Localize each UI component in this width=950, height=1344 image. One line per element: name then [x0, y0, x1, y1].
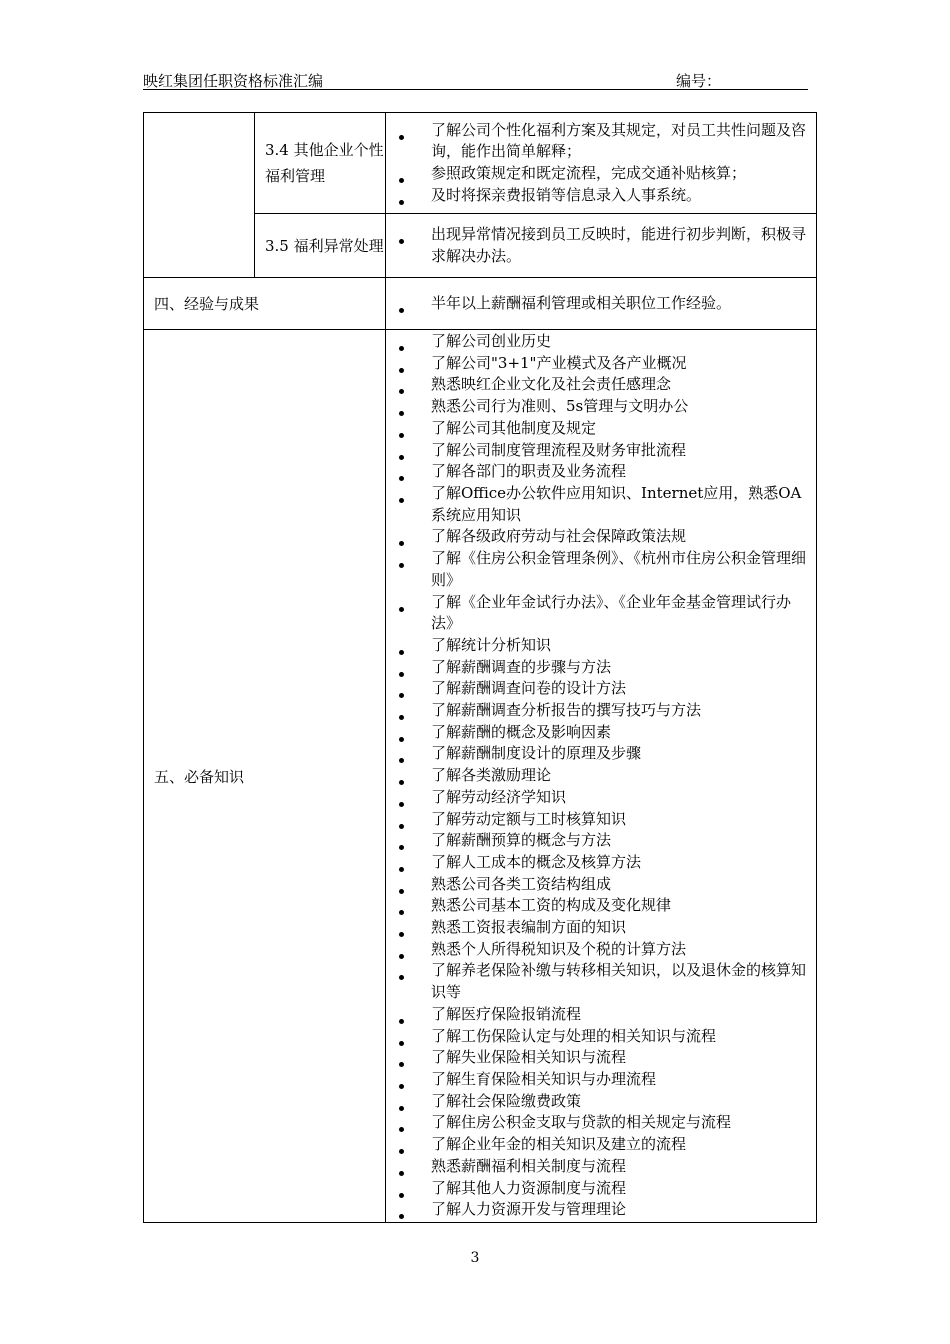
list-item: 了解劳动经济学知识 — [386, 787, 816, 809]
category-cell-empty — [144, 113, 255, 278]
list-item: 了解医疗保险报销流程 — [386, 1004, 816, 1026]
list-item: 了解公司"3+1"产业模式及各产业概况 — [386, 353, 816, 375]
list-item: 了解各部门的职责及业务流程 — [386, 461, 816, 483]
list-item: 了解社会保险缴费政策 — [386, 1091, 816, 1113]
list-item: 及时将探亲费报销等信息录入人事系统。 — [386, 185, 816, 207]
list-item: 了解薪酬调查的步骤与方法 — [386, 657, 816, 679]
list-item: 了解人力资源开发与管理理论 — [386, 1199, 816, 1221]
table-row — [144, 330, 817, 1223]
list-item: 参照政策规定和既定流程，完成交通补贴核算； — [386, 163, 816, 185]
list-item: 了解《住房公积金管理条例》、《杭州市住房公积金管理细则》 — [386, 548, 816, 591]
list-item: 熟悉映红企业文化及社会责任感理念 — [386, 374, 816, 396]
page-number: 3 — [470, 1250, 480, 1266]
experience-label: 四、经验与成果 — [144, 278, 386, 330]
header-divider — [143, 89, 808, 90]
list-item: 熟悉工资报表编制方面的知识 — [386, 917, 816, 939]
requirement-cell — [386, 113, 817, 214]
list-item: 了解薪酬的概念及影响因素 — [386, 722, 816, 744]
list-item: 了解住房公积金支取与贷款的相关规定与流程 — [386, 1112, 816, 1134]
list-item: 了解生育保险相关知识与办理流程 — [386, 1069, 816, 1091]
knowledge-label: 五、必备知识 — [144, 330, 386, 1223]
list-item: 了解薪酬预算的概念与方法 — [386, 830, 816, 852]
list-item: 了解各类激励理论 — [386, 765, 816, 787]
table-row — [144, 113, 817, 214]
list-item: 了解公司创业历史 — [386, 331, 816, 353]
subcategory-cell: 3.5 福利异常处理 — [255, 214, 386, 278]
list-item: 了解薪酬调查问卷的设计方法 — [386, 678, 816, 700]
experience-list — [386, 293, 816, 315]
list-item: 半年以上薪酬福利管理或相关职位工作经验。 — [386, 293, 816, 315]
list-item: 熟悉公司行为准则、5s管理与文明办公 — [386, 396, 816, 418]
knowledge-list — [386, 331, 816, 1221]
list-item: 熟悉公司基本工资的构成及变化规律 — [386, 895, 816, 917]
list-item: 了解薪酬调查分析报告的撰写技巧与方法 — [386, 700, 816, 722]
requirement-list — [386, 224, 816, 267]
list-item: 了解劳动定额与工时核算知识 — [386, 809, 816, 831]
list-item: 了解人工成本的概念及核算方法 — [386, 852, 816, 874]
document-title: 映红集团任职资格标准汇编 — [143, 72, 324, 90]
list-item: 了解企业年金的相关知识及建立的流程 — [386, 1134, 816, 1156]
requirement-cell — [386, 278, 817, 330]
list-item: 了解失业保险相关知识与流程 — [386, 1047, 816, 1069]
list-item: 了解公司个性化福利方案及其规定，对员工共性问题及咨询，能作出简单解释； — [386, 120, 816, 163]
requirement-list — [386, 120, 816, 207]
qualification-table — [143, 112, 817, 1223]
requirement-cell — [386, 214, 817, 278]
list-item: 了解公司其他制度及规定 — [386, 418, 816, 440]
list-item: 了解公司制度管理流程及财务审批流程 — [386, 440, 816, 462]
list-item: 了解统计分析知识 — [386, 635, 816, 657]
list-item: 了解《企业年金试行办法》、《企业年金基金管理试行办法》 — [386, 592, 816, 635]
list-item: 熟悉个人所得税知识及个税的计算方法 — [386, 939, 816, 961]
list-item: 了解工伤保险认定与处理的相关知识与流程 — [386, 1026, 816, 1048]
list-item: 了解其他人力资源制度与流程 — [386, 1178, 816, 1200]
subcategory-cell: 3.4 其他企业个性福利管理 — [255, 113, 386, 214]
list-item: 熟悉公司各类工资结构组成 — [386, 874, 816, 896]
list-item: 了解各级政府劳动与社会保障政策法规 — [386, 526, 816, 548]
requirement-cell — [386, 330, 817, 1223]
list-item: 了解Office办公软件应用知识、Internet应用，熟悉OA系统应用知识 — [386, 483, 816, 526]
list-item: 出现异常情况接到员工反映时，能进行初步判断，积极寻求解决办法。 — [386, 224, 816, 267]
document-number-label: 编号： — [676, 72, 722, 90]
list-item: 了解养老保险补缴与转移相关知识，以及退休金的核算知识等 — [386, 960, 816, 1003]
table-row — [144, 278, 817, 330]
list-item: 了解薪酬制度设计的原理及步骤 — [386, 743, 816, 765]
list-item: 熟悉薪酬福利相关制度与流程 — [386, 1156, 816, 1178]
